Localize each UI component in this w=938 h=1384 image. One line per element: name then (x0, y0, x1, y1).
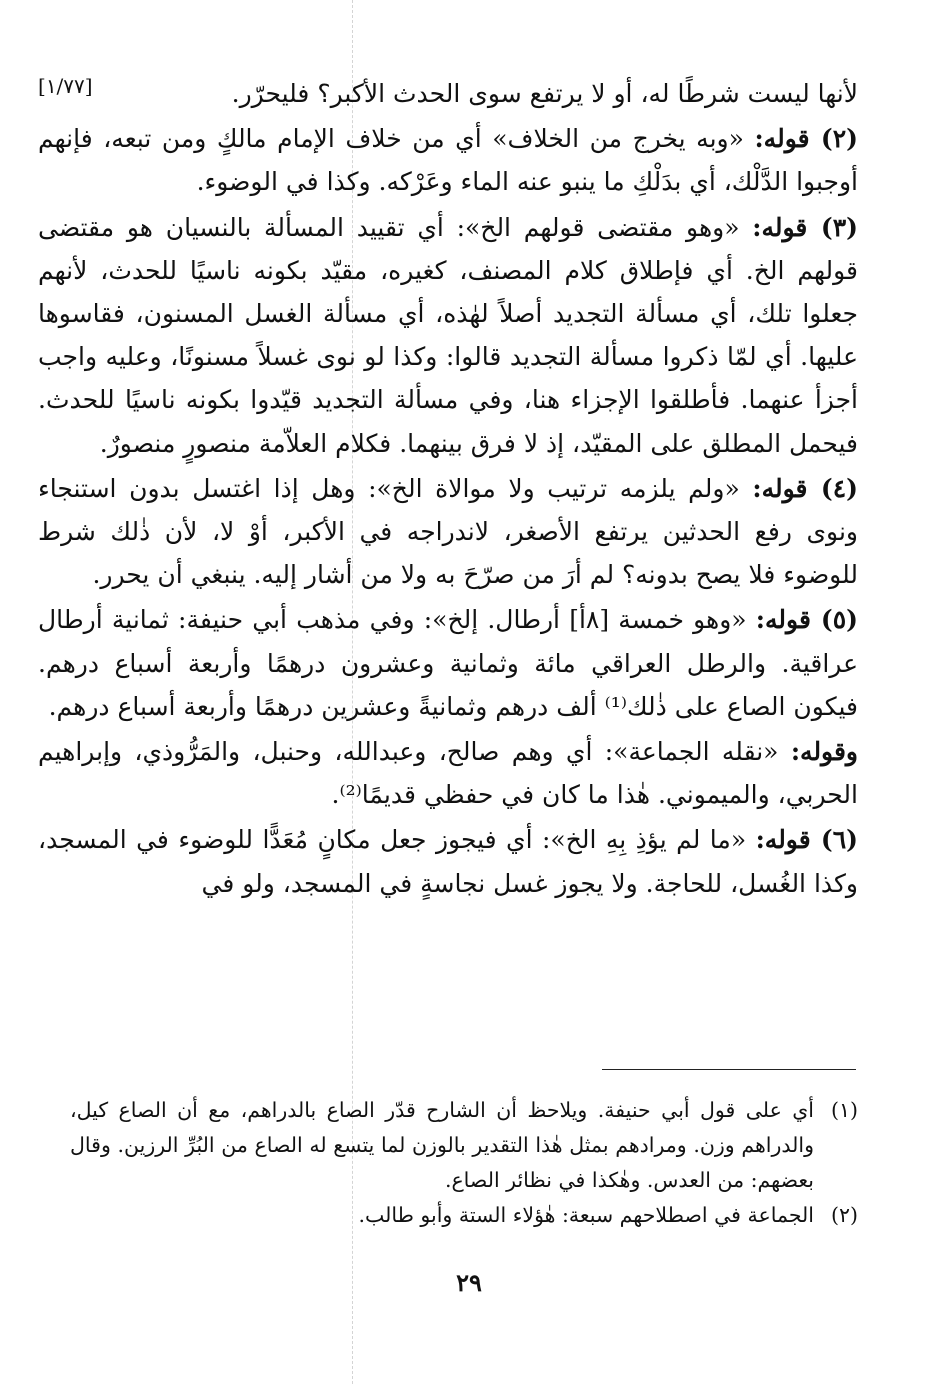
footnote-number: (٢) (830, 1203, 858, 1227)
paragraph-6: (٦) قوله: «ما لم يؤذِ بِهِ الخ»: أي فيجوز جعل مكانٍ مُعَدًّا للوضوء في المسجد، وكذا الغُسل، للحاجة. ولا يجوز غسل نجاسةٍ في المسجد، ولو في (38, 825, 858, 898)
paragraph-4: (٤) قوله: «ولم يلزمه ترتيب ولا موالاة الخ»: وهل إذا اغتسل بدون استنجاء ونوى رفع الحدثين يرتفع الأصغر، لاندراجه في الأكبر، أوْ لا، لأن ذٰلك شرط للوضوء فلا يصح بدونه؟ لم أرَ من صرّحَ به ولا من أشار إليه. ينبغي أن يحرر. (38, 473, 858, 590)
paragraph-label: (٦) قوله: (755, 825, 858, 855)
paragraph-5: (٥) قوله: «وهو خمسة [٨أ] أرطال. إلخ»: وفي مذهب أبي حنيفة: ثمانية أرطال عراقية. والرطل العراقي مائة وثمانية وعشرون درهمًا وأربعة أسباع درهم. فيكون الصاع على ذٰلك⁽¹⁾ ألف درهم وثمانيةً وعشرين درهمًا وأربعة أسباع درهم. (38, 605, 858, 721)
footnote-number: (١) (830, 1098, 858, 1122)
paragraph-2: (٢) قوله: «وبه يخرج من الخلاف» أي من خلاف الإمام مالكٍ ومن تبعه، فإنهم أوجبوا الدَّلْك، أي بدَلْكِ ما ينبو عنه الماء وعَرْكه. وكذا في الوضوء. (38, 124, 858, 197)
paragraph-label: (٥) قوله: (755, 605, 858, 635)
main-text (38, 72, 858, 905)
paragraph-label: وقوله: (790, 737, 858, 767)
footnote-2: (٢) الجماعة في اصطلاحهم سبعة: هٰؤلاء الستة وأبو طالب. (70, 1198, 858, 1233)
paragraph-label: (٤) قوله: (752, 473, 858, 503)
paragraph-continuation: لأنها ليست شرطًا له، أو لا يرتفع سوى الحدث الأكبر؟ فليحرّر. (231, 79, 858, 108)
paragraph-label: (٣) قوله: (752, 212, 858, 242)
footnote-separator (602, 1069, 856, 1070)
paragraph-3: (٣) قوله: «وهو مقتضى قولهم الخ»: أي تقييد المسألة بالنسيان هو مقتضى قولهم الخ. أي فإطلاق كلام المصنف، كغيره، مقيّد بكونه ناسيًا للحدث، لأنهم جعلوا تلك، أي مسألة التجديد أصلاً لهٰذه، أي مسألة الغسل المسنون، فقاسوها عليها. أي لمّا ذكروا مسألة التجديد قالوا: وكذا لو نوى غسلاً مسنونًا، وعليه واجب أجزأ عنهما. فأطلقوا الإجزاء هنا، وفي مسألة التجديد قيّدوا بكونه ناسيًا للحدث. فيحمل المطلق على المقيّد، إذ لا فرق بينهما. فكلام العلاّمة منصورٍ منصورٌ. (38, 212, 858, 458)
page-number: ٢٩ (456, 1268, 482, 1297)
volume-page-reference: [١/٧٧] (38, 74, 93, 98)
paragraph-5b: وقوله: «نقله الجماعة»: أي وهم صالح، وعبدالله، وحنبل، والمَرُّوذي، وإبراهيم الحربي، والميموني. هٰذا ما كان في حفظي قديمًا⁽²⁾. (38, 737, 858, 810)
footnote-1: (١) أي على قول أبي حنيفة. ويلاحظ أن الشارح قدّر الصاع بالدراهم، مع أن الصاع كيل، والدراهم وزن. ومرادهم بمثل هٰذا التقدير بالوزن لما يتسع له الصاع من البُرِّ الرزين. وقال بعضهم: من العدس. وهٰكذا في نظائر الصاع. (70, 1093, 858, 1198)
footnotes (70, 1093, 858, 1233)
paragraph-label: (٢) قوله: (754, 124, 858, 154)
